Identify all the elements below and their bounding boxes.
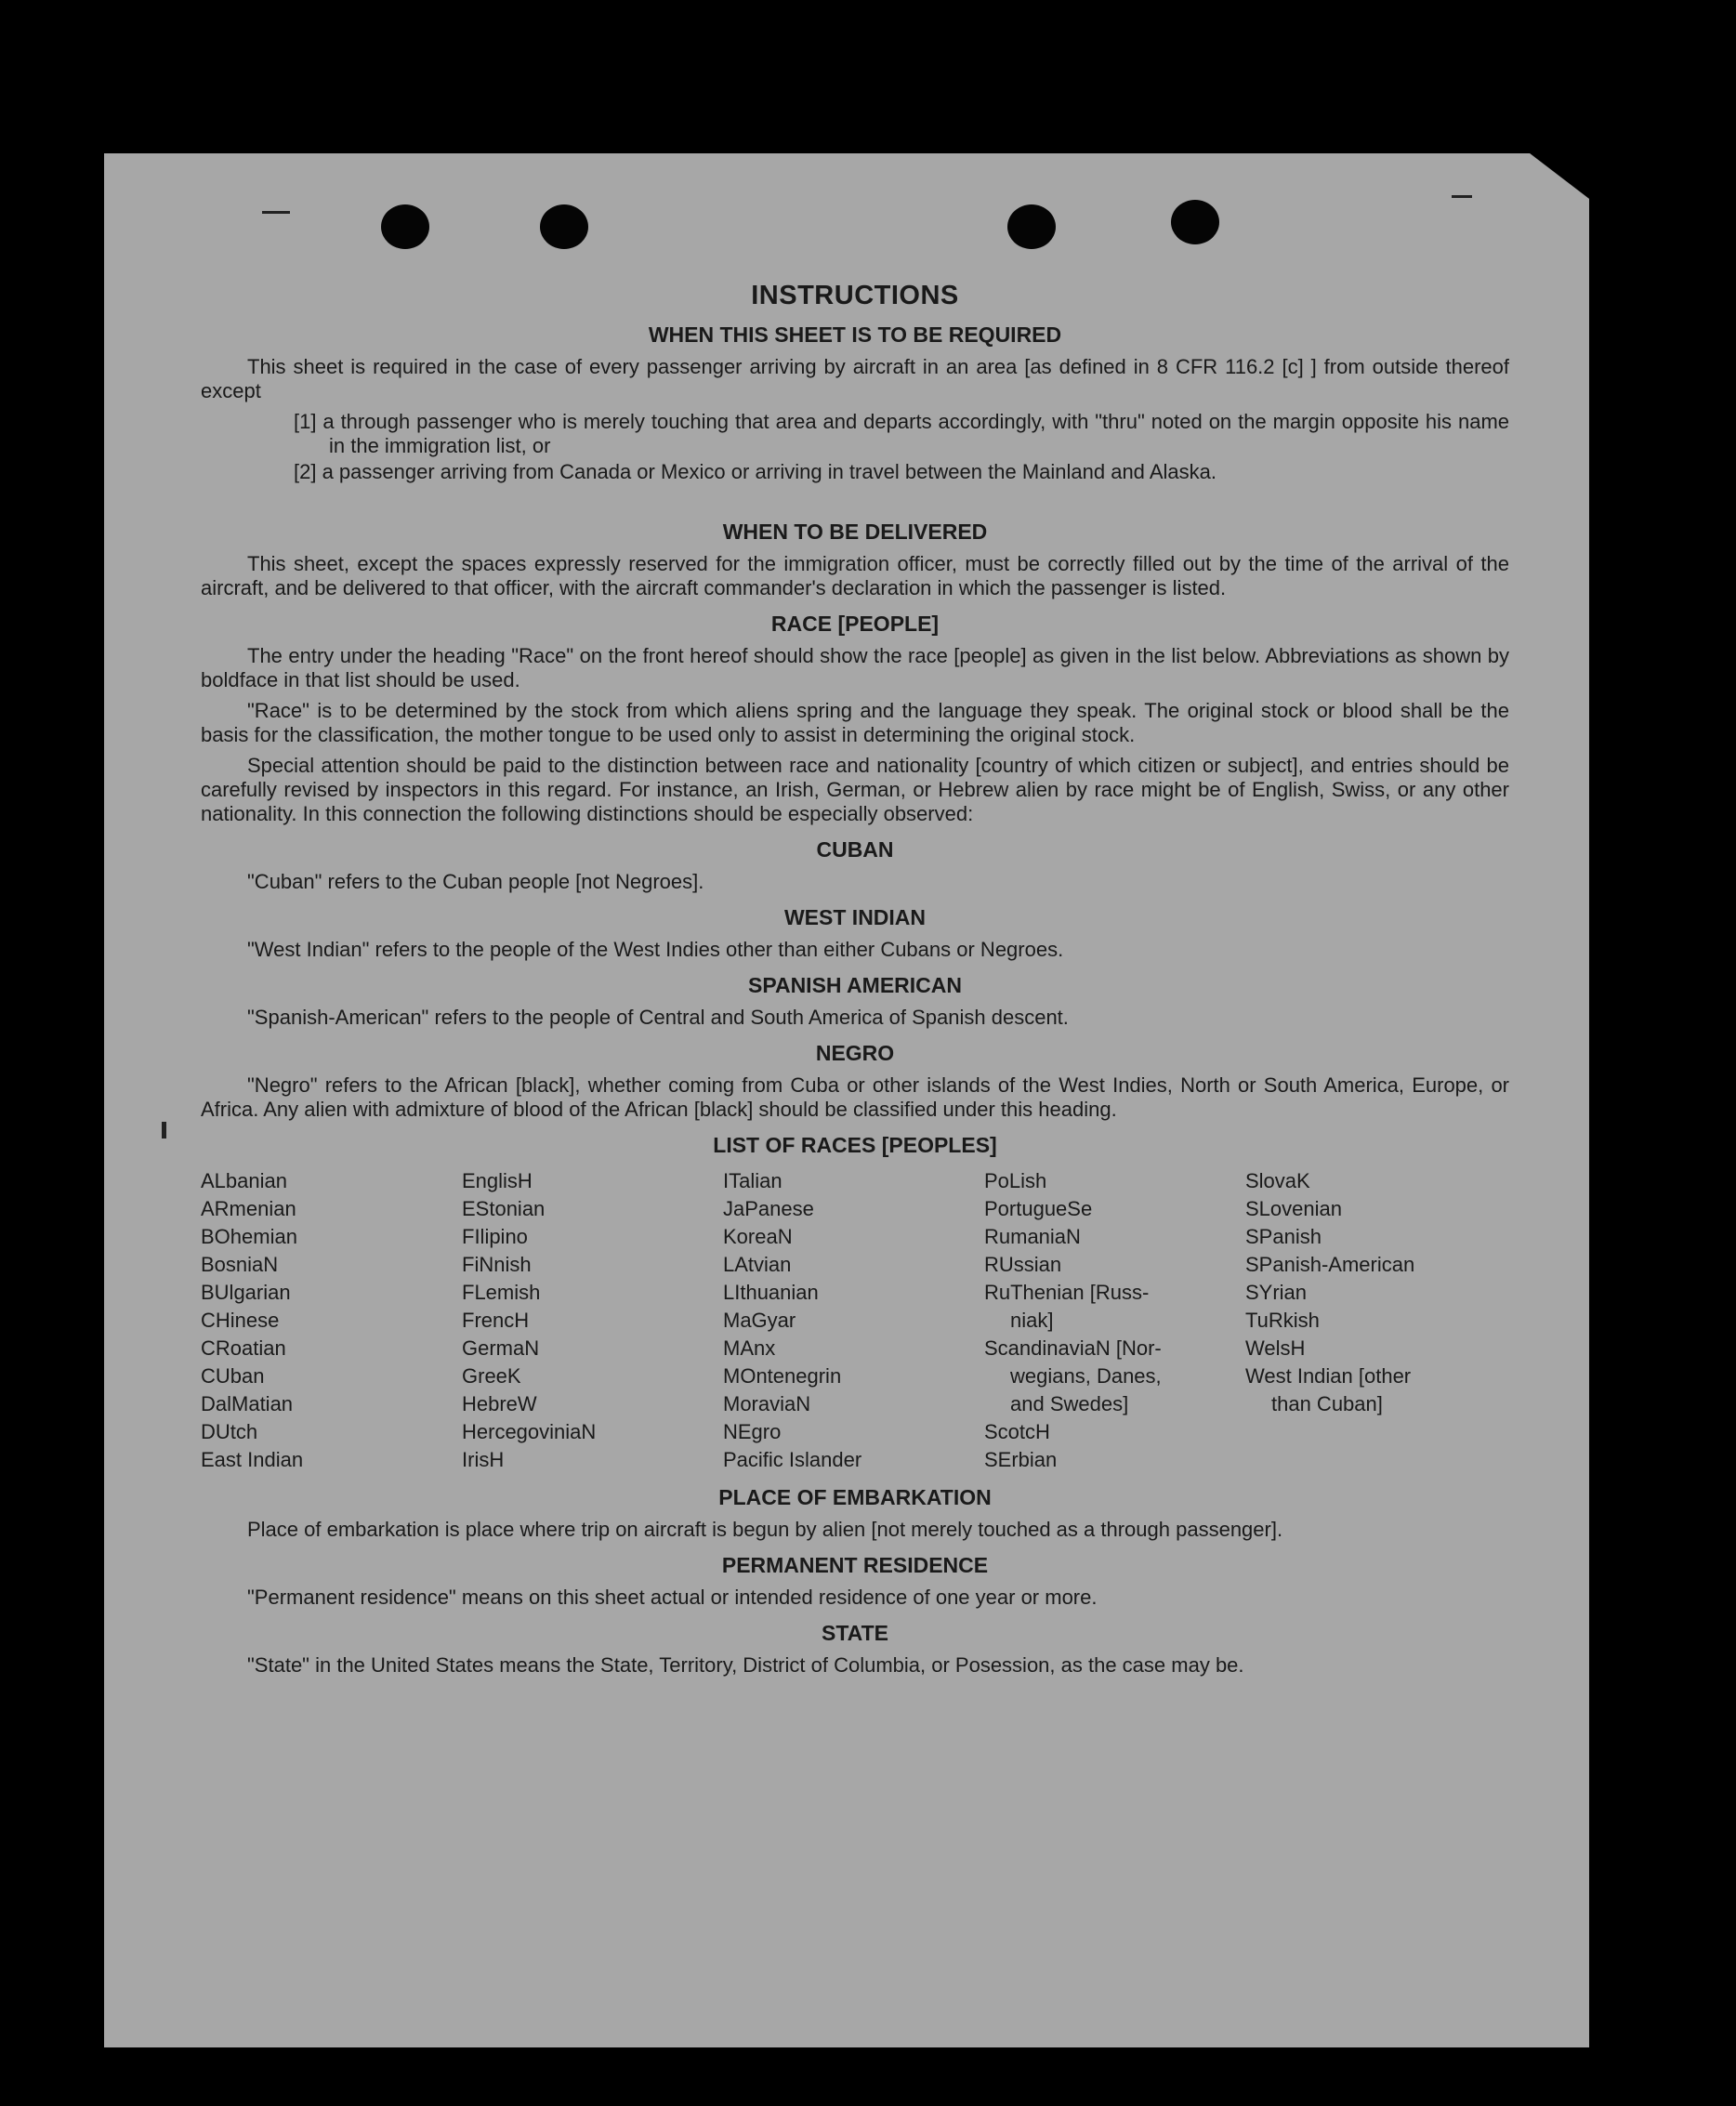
heading-spanish-american: SPANISH AMERICAN xyxy=(747,973,962,997)
race-entry: SErbian xyxy=(984,1448,1058,1471)
race-entry: ScandinaviaN [Nor- xyxy=(984,1336,1162,1360)
race-entry: Pacific Islander xyxy=(723,1448,862,1471)
ink-speck xyxy=(1452,195,1472,198)
punch-hole xyxy=(1171,200,1219,244)
race-entry-continued: niak] xyxy=(1010,1309,1054,1332)
race-entry: WelsH xyxy=(1245,1336,1306,1360)
race-entry: NEgro xyxy=(723,1420,782,1443)
race-entry: FLemish xyxy=(462,1281,541,1304)
race-entry: ITalian xyxy=(723,1169,783,1192)
race-entry: DalMatian xyxy=(201,1392,294,1415)
race-entry-continued: and Swedes] xyxy=(1010,1392,1129,1415)
exception-item: [2] a passenger arriving from Canada or Mexico or arriving in travel between the Mainland and Alaska. xyxy=(294,460,1217,483)
punch-hole xyxy=(540,204,588,249)
para-negro: "Negro" refers to the African [black], whether coming from Cuba or other islands of the West Indies, North or South America, Europe, or Africa. Any alien with admixture of blood of the African [black] should be classified under this heading. xyxy=(201,1073,1509,1121)
punch-hole xyxy=(381,204,429,249)
race-entry: SYrian xyxy=(1245,1281,1308,1304)
race-entry-continued: wegians, Danes, xyxy=(1010,1364,1162,1388)
para-when-required: This sheet is required in the case of every passenger arriving by aircraft in an area [as defined in 8 CFR 116.2 [c] ] from outside thereof except xyxy=(201,355,1509,402)
race-entry: TuRkish xyxy=(1245,1309,1320,1332)
race-entry: GermaN xyxy=(462,1336,540,1360)
para-state: "State" in the United States means the State, Territory, District of Columbia, or Posession, as the case may be. xyxy=(247,1653,1244,1677)
heading-when-required: WHEN THIS SHEET IS TO BE REQUIRED xyxy=(648,322,1062,347)
races-column xyxy=(723,1167,984,1474)
race-entry: MAnx xyxy=(723,1336,776,1360)
race-entry: RuThenian [Russ- xyxy=(984,1281,1150,1304)
race-entry: HercegoviniaN xyxy=(462,1420,597,1443)
race-entry: SlovaK xyxy=(1245,1169,1310,1192)
race-entry: EStonian xyxy=(462,1197,546,1220)
page-title: INSTRUCTIONS xyxy=(751,281,959,310)
para-permanent-residence: "Permanent residence" means on this sheet actual or intended residence of one year or more. xyxy=(247,1586,1098,1609)
race-entry: FiNnish xyxy=(462,1253,532,1276)
exception-item: [1] a through passenger who is merely touching that area and departs accordingly, with "thru" noted on the margin opposite his name in the immigration list, or xyxy=(294,410,1509,457)
heading-race: RACE [PEOPLE] xyxy=(770,612,940,636)
punch-hole xyxy=(1007,204,1056,249)
para-when-delivered: This sheet, except the spaces expressly reserved for the immigration officer, must be correctly filled out by the time of the arrival of the aircraft, and be delivered to that officer, with the aircraft commander's declaration in which the passenger is listed. xyxy=(201,552,1509,599)
races-column xyxy=(984,1167,1245,1474)
heading-embarkation: PLACE OF EMBARKATION xyxy=(718,1485,992,1509)
race-entry: BOhemian xyxy=(201,1225,297,1248)
races-list xyxy=(201,1167,1509,1474)
race-entry: JaPanese xyxy=(723,1197,814,1220)
heading-cuban: CUBAN xyxy=(816,837,894,862)
race-entry: PoLish xyxy=(984,1169,1047,1192)
race-entry: RUssian xyxy=(984,1253,1062,1276)
race-entry: PortugueSe xyxy=(984,1197,1093,1220)
race-entry: CHinese xyxy=(201,1309,280,1332)
race-entry: ARmenian xyxy=(201,1197,296,1220)
instructions-content xyxy=(201,270,1509,1684)
para-embarkation: Place of embarkation is place where trip on aircraft is begun by alien [not merely touched as a through passenger]. xyxy=(247,1518,1283,1541)
race-entry: IrisH xyxy=(462,1448,505,1471)
para-west-indian: "West Indian" refers to the people of the West Indies other than either Cubans or Negroes. xyxy=(247,938,1064,961)
race-entry: GreeK xyxy=(462,1364,521,1388)
race-entry: LAtvian xyxy=(723,1253,792,1276)
race-entry: SLovenian xyxy=(1245,1197,1342,1220)
race-entry: EnglisH xyxy=(462,1169,533,1192)
race-entry: FrencH xyxy=(462,1309,530,1332)
race-entry: CUban xyxy=(201,1364,265,1388)
race-entry: LIthuanian xyxy=(723,1281,819,1304)
race-entry: DUtch xyxy=(201,1420,258,1443)
race-entry: East Indian xyxy=(201,1448,304,1471)
para-race-nationality: Special attention should be paid to the distinction between race and nationality [country of which citizen or subject], and entries should be carefully revised by inspectors in this regard. For instance, an Irish, German, or Hebrew alien by race might be of English, Swiss, or any other nationality. In this connection the following distinctions should be especially observed: xyxy=(201,754,1509,825)
ink-speck xyxy=(262,211,290,214)
race-entry: HebreW xyxy=(462,1392,537,1415)
race-entry: SPanish-American xyxy=(1245,1253,1415,1276)
race-entry: RumaniaN xyxy=(984,1225,1081,1248)
race-entry: MOntenegrin xyxy=(723,1364,842,1388)
para-cuban: "Cuban" refers to the Cuban people [not Negroes]. xyxy=(247,870,704,893)
race-entry: ScotcH xyxy=(984,1420,1050,1443)
races-column xyxy=(201,1167,462,1474)
race-entry: ALbanian xyxy=(201,1169,287,1192)
race-entry: MaGyar xyxy=(723,1309,796,1332)
race-entry: SPanish xyxy=(1245,1225,1322,1248)
heading-list-of-races: LIST OF RACES [PEOPLES] xyxy=(713,1133,997,1157)
race-entry: FIlipino xyxy=(462,1225,528,1248)
heading-state: STATE xyxy=(822,1621,888,1645)
race-entry: KoreaN xyxy=(723,1225,793,1248)
heading-when-delivered: WHEN TO BE DELIVERED xyxy=(722,520,988,544)
para-race-definition: "Race" is to be determined by the stock from which aliens spring and the language they speak. The original stock or blood shall be the basis for the classification, the mother tongue to be used only to assist in determining the original stock. xyxy=(201,699,1509,746)
para-spanish-american: "Spanish-American" refers to the people of Central and South America of Spanish descent. xyxy=(247,1006,1069,1029)
heading-permanent-residence: PERMANENT RESIDENCE xyxy=(721,1553,989,1577)
heading-negro: NEGRO xyxy=(815,1041,895,1065)
race-entry: West Indian [other xyxy=(1245,1364,1412,1388)
ink-speck xyxy=(162,1122,166,1139)
races-column xyxy=(462,1167,723,1474)
heading-west-indian: WEST INDIAN xyxy=(783,905,927,929)
race-entry: CRoatian xyxy=(201,1336,286,1360)
races-column xyxy=(1245,1167,1506,1474)
race-entry: BosniaN xyxy=(201,1253,279,1276)
race-entry: BUlgarian xyxy=(201,1281,291,1304)
race-entry-continued: than Cuban] xyxy=(1271,1392,1383,1415)
race-entry: MoraviaN xyxy=(723,1392,811,1415)
para-race-entry: The entry under the heading "Race" on the front hereof should show the race [people] as given in the list below. Abbreviations as shown by boldface in that list should be used. xyxy=(201,644,1509,691)
